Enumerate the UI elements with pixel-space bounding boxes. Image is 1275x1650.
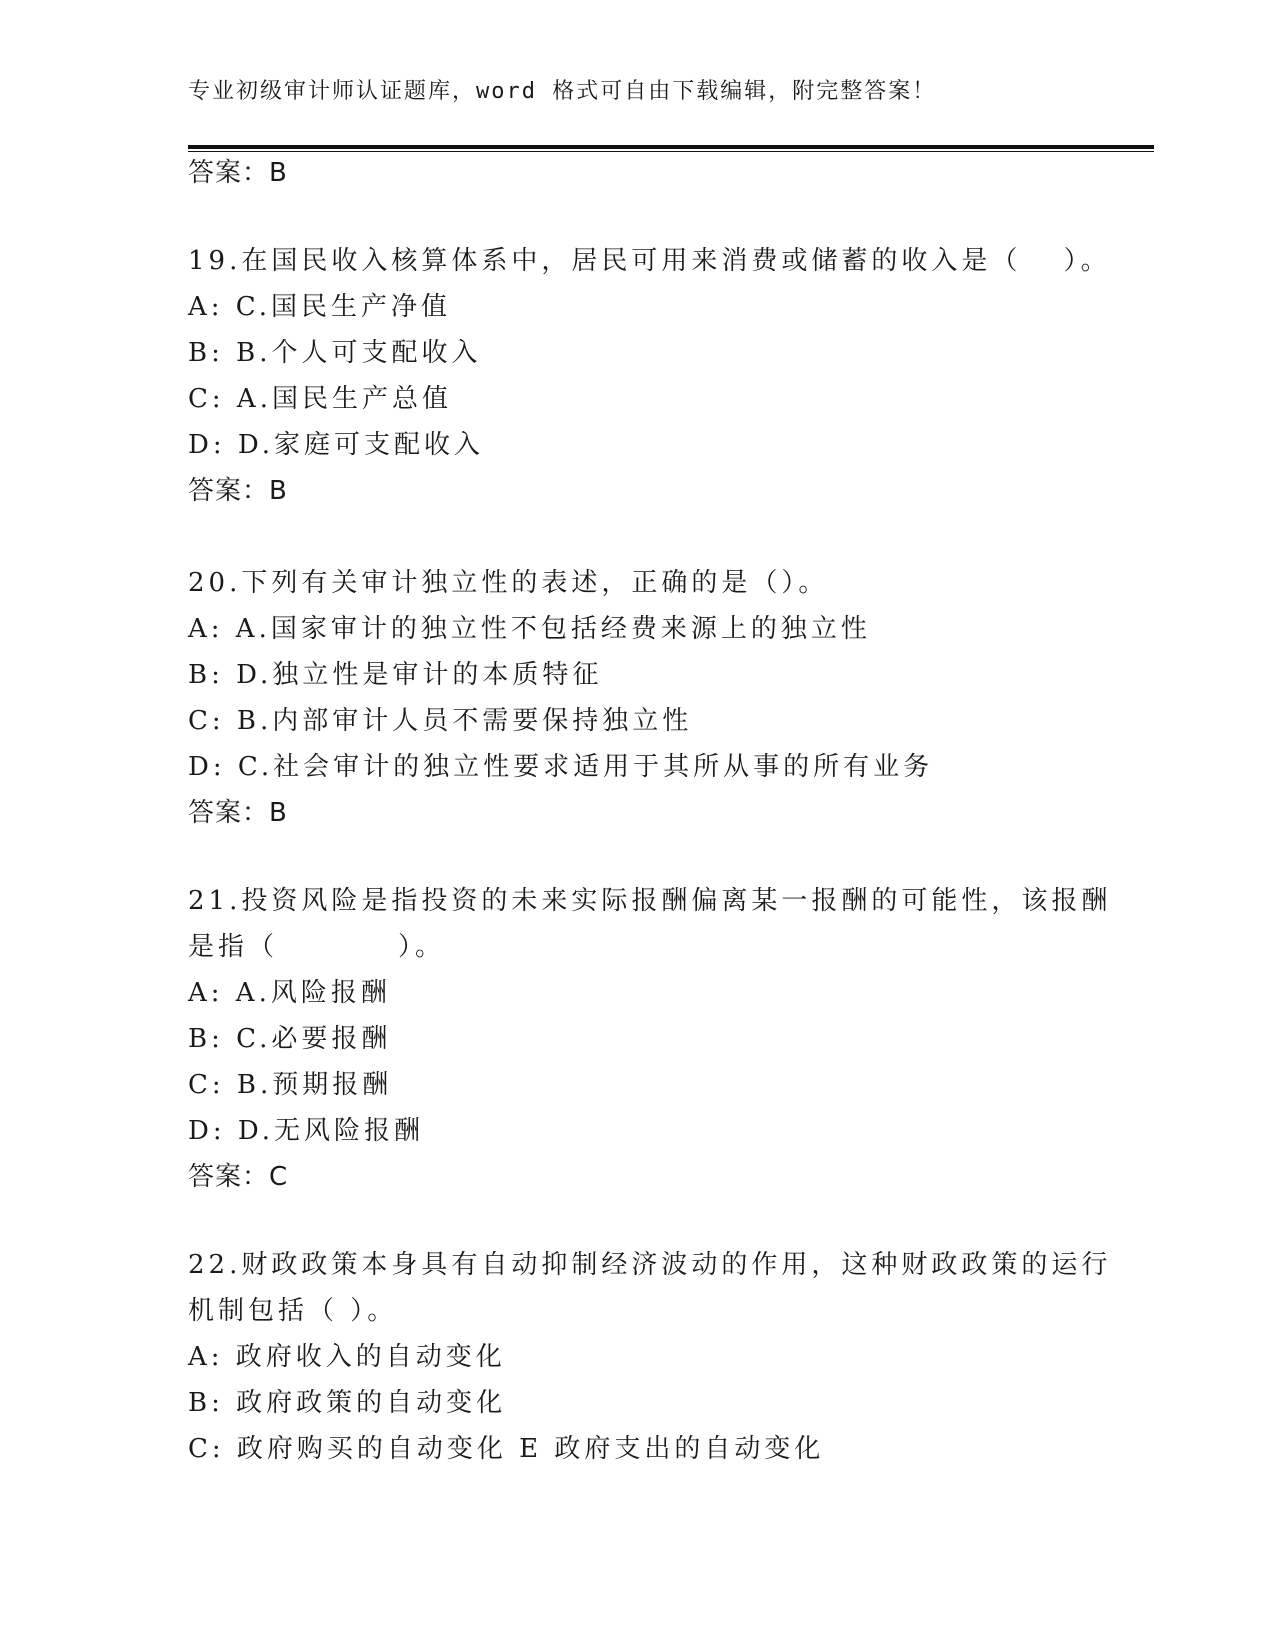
option-a: A: C.国民生产净值: [188, 292, 452, 322]
option-b: B: C.必要报酬: [188, 1024, 392, 1054]
answer-line: 答案：C: [188, 1162, 289, 1192]
question-20: [188, 560, 1088, 836]
option-d: D: D.无风险报酬: [188, 1116, 425, 1146]
question-stem: 19.在国民收入核算体系中，居民可用来消费或储蓄的收入是（ ）。: [188, 246, 1111, 276]
prev-answer-block: [188, 150, 1088, 196]
option-c: C: A.国民生产总值: [188, 384, 452, 414]
page-header: 专业初级审计师认证题库，word 格式可自由下载编辑，附完整答案！: [188, 79, 937, 104]
option-a: A: A.国家审计的独立性不包括经费来源上的独立性: [188, 614, 871, 644]
option-d: D: C.社会审计的独立性要求适用于其所从事的所有业务: [188, 752, 934, 782]
option-c: C: B.预期报酬: [188, 1070, 393, 1100]
question-21: [188, 878, 1112, 1200]
option-b: B: D.独立性是审计的本质特征: [188, 660, 603, 690]
question-22: [188, 1242, 1112, 1472]
question-stem-continued: 是指（ ）。: [188, 932, 446, 962]
option-b: B: 政府政策的自动变化: [188, 1388, 507, 1418]
question-stem-continued: 机制包括（ ）。: [188, 1296, 398, 1326]
question-stem: 20.下列有关审计独立性的表述，正确的是（）。: [188, 568, 829, 598]
question-stem: 22.财政政策本身具有自动抑制经济波动的作用，这种财政政策的运行: [188, 1250, 1112, 1280]
option-c: C: B.内部审计人员不需要保持独立性: [188, 706, 693, 736]
option-c: C: 政府购买的自动变化 E 政府支出的自动变化: [188, 1434, 825, 1464]
answer-line: 答案：B: [188, 158, 288, 188]
option-d: D: D.家庭可支配收入: [188, 430, 485, 460]
header-divider: [188, 145, 1154, 149]
answer-line: 答案：B: [188, 798, 288, 828]
question-stem: 21.投资风险是指投资的未来实际报酬偏离某一报酬的可能性，该报酬: [188, 886, 1112, 916]
option-a: A: 政府收入的自动变化: [188, 1342, 506, 1372]
option-b: B: B.个人可支配收入: [188, 338, 482, 368]
answer-line: 答案：B: [188, 476, 288, 506]
option-a: A: A.风险报酬: [188, 978, 391, 1008]
question-19: [188, 238, 1111, 514]
